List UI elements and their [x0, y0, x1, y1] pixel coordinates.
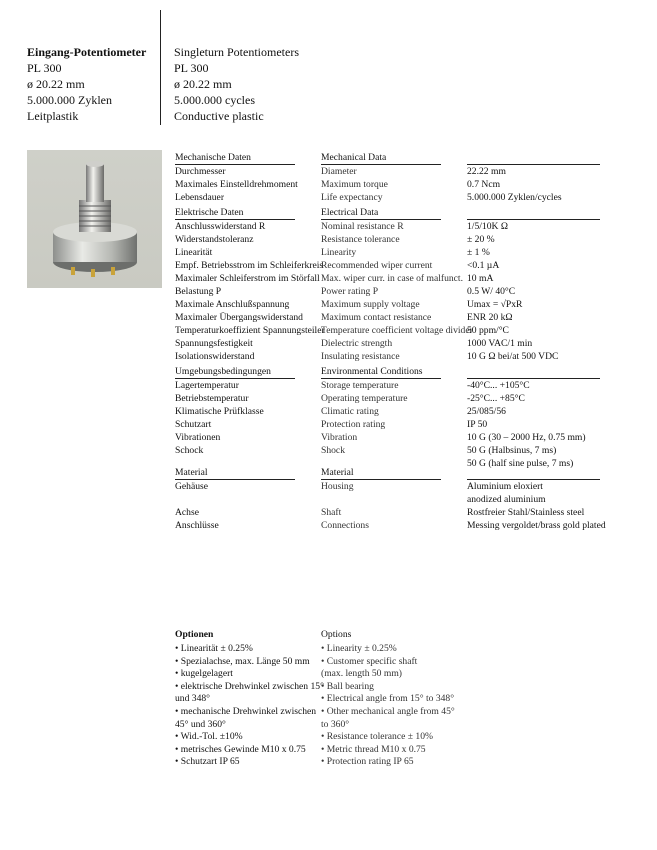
spec-label-de: Betriebstemperatur — [175, 393, 249, 404]
spec-value: 10 mA — [467, 273, 494, 284]
options-title-en: Options — [321, 629, 352, 640]
potentiometer-photo — [27, 150, 162, 288]
option-item-en: • Protection rating IP 65 — [321, 756, 414, 768]
section-rule — [570, 219, 600, 220]
title-de: Eingang-Potentiometer — [27, 45, 147, 59]
spec-label-en: Maximum supply voltage — [321, 299, 420, 310]
spec-label-en: Life expectancy — [321, 192, 383, 203]
option-item-de: • elektrische Drehwinkel zwischen 15° — [175, 680, 324, 692]
spec-label-de: Spannungsfestigkeit — [175, 338, 253, 349]
spec-label-en: Housing — [321, 481, 354, 492]
section-title-en: Environmental Conditions — [321, 366, 423, 377]
option-item-en: • Resistance tolerance ± 10% — [321, 731, 433, 743]
section-rule — [321, 378, 441, 379]
section-rule — [570, 164, 600, 165]
spec-label-en: Climatic rating — [321, 406, 379, 417]
material-en: Conductive plastic — [174, 109, 264, 123]
spec-label-de: Anschlüsse — [175, 520, 219, 531]
spec-label-en: Insulating resistance — [321, 351, 400, 362]
section-title-en: Material — [321, 467, 354, 478]
option-item-de: • kugelgelagert — [175, 668, 233, 680]
section-rule — [570, 479, 600, 480]
spec-label-en: Connections — [321, 520, 369, 531]
section-title-de: Elektrische Daten — [175, 207, 244, 218]
option-item-de: • mechanische Drehwinkel zwischen — [175, 706, 317, 717]
option-item-en: • Electrical angle from 15° to 348° — [321, 693, 455, 705]
spec-value: Rostfreier Stahl/Stainless steel — [467, 507, 585, 518]
spec-label-en: Protection rating — [321, 419, 386, 430]
options-title-de: Optionen — [175, 629, 214, 640]
spec-label-en: Dielectric strength — [321, 338, 393, 349]
spec-value: Umax = √PxR — [467, 299, 523, 310]
spec-label-en: Storage temperature — [321, 380, 399, 391]
option-item-en: • Other mechanical angle from 45° — [321, 706, 455, 717]
spec-value: Aluminium eloxiert — [467, 481, 543, 492]
spec-label-de: Widerstandstoleranz — [175, 234, 254, 245]
section-rule — [175, 219, 295, 220]
spec-label-de: Maximaler Übergangswiderstand — [175, 312, 303, 323]
spec-label-de: Belastung P — [175, 286, 222, 297]
spec-value: 0.7 Ncm — [467, 179, 501, 190]
spec-value: -40°C... +105°C — [467, 380, 530, 391]
section-rule — [321, 479, 441, 480]
spec-label-en: Shock — [321, 445, 345, 456]
spec-value: 0.5 W/ 40°C — [467, 286, 516, 297]
spec-label-en: Power rating P — [321, 286, 379, 297]
spec-label-de: Empf. Betriebsstrom im Schleiferkreis — [175, 260, 324, 271]
spec-label-en: Maximum torque — [321, 179, 388, 190]
spec-label-de: Durchmesser — [175, 166, 226, 177]
spec-value: 50 ppm/°C — [467, 325, 509, 336]
spec-value: <0.1 µA — [467, 260, 500, 271]
spec-label-de: Vibrationen — [175, 432, 221, 443]
spec-value: 25/085/56 — [467, 406, 506, 417]
spec-value: ENR 20 kΩ — [467, 312, 513, 323]
spec-label-de: Maximaler Schleiferstrom im Störfall — [175, 273, 320, 284]
spec-label-en: Operating temperature — [321, 393, 408, 404]
spec-label-de: Maximales Einstelldrehmoment — [175, 179, 298, 190]
spec-value: Messing vergoldet/brass gold plated — [467, 520, 606, 531]
spec-label-en: Temperature coefficient voltage divider — [321, 325, 473, 336]
spec-value: 22.22 mm — [467, 166, 506, 177]
option-item-de: • metrisches Gewinde M10 x 0.75 — [175, 743, 306, 755]
cycles-de: 5.000.000 Zyklen — [27, 93, 112, 107]
spec-label-de: Isolationswiderstand — [175, 351, 255, 362]
spec-label-de: Schock — [175, 445, 204, 456]
option-item-de: • Linearität ± 0.25% — [175, 643, 253, 654]
potentiometer-image — [27, 150, 162, 288]
spec-value: 50 G (half sine pulse, 7 ms) — [467, 458, 574, 469]
spec-value: IP 50 — [467, 419, 488, 430]
model-en: PL 300 — [174, 61, 209, 75]
material-de: Leitplastik — [27, 109, 79, 123]
spec-label-de: Anschlusswiderstand R — [175, 221, 266, 232]
section-title-en: Electrical Data — [321, 207, 379, 218]
option-item-en: • Linearity ± 0.25% — [321, 643, 397, 654]
spec-value: 10 G (30 – 2000 Hz, 0.75 mm) — [467, 432, 586, 443]
option-item-en: (max. length 50 mm) — [321, 668, 402, 680]
spec-label-en: Maximum contact resistance — [321, 312, 432, 323]
section-title-de: Umgebungsbedingungen — [175, 366, 271, 377]
option-item-de: • Spezialachse, max. Länge 50 mm — [175, 655, 310, 667]
spec-value: 1000 VAC/1 min — [467, 338, 533, 349]
header-divider — [160, 10, 161, 125]
diameter-de: ø 20.22 mm — [27, 77, 85, 91]
option-item-de: 45° und 360° — [175, 718, 226, 730]
model-de: PL 300 — [27, 61, 62, 75]
spec-value: 1/5/10K Ω — [467, 221, 508, 232]
spec-value: -25°C... +85°C — [467, 393, 525, 404]
spec-label-de: Maximale Anschlußspannung — [175, 299, 290, 310]
section-rule — [175, 164, 295, 165]
spec-value: 10 G Ω bei/at 500 VDC — [467, 351, 559, 362]
spec-label-en: Linearity — [321, 247, 357, 258]
option-item-en: • Ball bearing — [321, 680, 374, 692]
section-title-de: Material — [175, 467, 208, 478]
section-title-en: Mechanical Data — [321, 152, 387, 163]
spec-label-en: Max. wiper curr. in case of malfunct. — [321, 273, 463, 284]
section-rule — [321, 164, 441, 165]
title-en: Singleturn Potentiometers — [174, 45, 299, 59]
spec-label-en: Vibration — [321, 432, 358, 443]
option-item-en: to 360° — [321, 718, 350, 730]
spec-label-de: Lebensdauer — [175, 192, 225, 203]
spec-label-en: Recommended wiper current — [321, 260, 433, 271]
spec-label-en: Resistance tolerance — [321, 234, 400, 245]
section-rule — [570, 378, 600, 379]
spec-label-de: Achse — [175, 507, 199, 518]
spec-label-de: Lagertemperatur — [175, 380, 239, 391]
option-item-de: und 348° — [175, 693, 211, 705]
spec-value: 50 G (Halbsinus, 7 ms) — [467, 445, 557, 456]
spec-label-en: Shaft — [321, 507, 342, 518]
spec-value: ± 20 % — [467, 234, 495, 245]
option-item-en: • Customer specific shaft — [321, 655, 418, 667]
spec-label-de: Linearität — [175, 247, 213, 258]
diameter-en: ø 20.22 mm — [174, 77, 232, 91]
spec-label-de: Klimatische Prüfklasse — [175, 406, 264, 417]
option-item-de: • Wid.-Tol. ±10% — [175, 731, 243, 743]
spec-label-de: Temperaturkoeffizient Spannungsteiler — [175, 325, 325, 336]
section-title-de: Mechanische Daten — [175, 152, 251, 163]
section-rule — [175, 378, 295, 379]
spec-label-en: Nominal resistance R — [321, 221, 404, 232]
spec-label-de: Schutzart — [175, 419, 212, 430]
section-rule — [321, 219, 441, 220]
option-item-en: • Metric thread M10 x 0.75 — [321, 743, 426, 755]
cycles-en: 5.000.000 cycles — [174, 93, 255, 107]
spec-label-en: Diameter — [321, 166, 357, 177]
option-item-de: • Schutzart IP 65 — [175, 756, 240, 768]
spec-label-de: Gehäuse — [175, 481, 209, 492]
spec-value: 5.000.000 Zyklen/cycles — [467, 192, 562, 203]
spec-value: ± 1 % — [467, 247, 490, 258]
spec-value: anodized aluminium — [467, 494, 546, 505]
section-rule — [175, 479, 295, 480]
